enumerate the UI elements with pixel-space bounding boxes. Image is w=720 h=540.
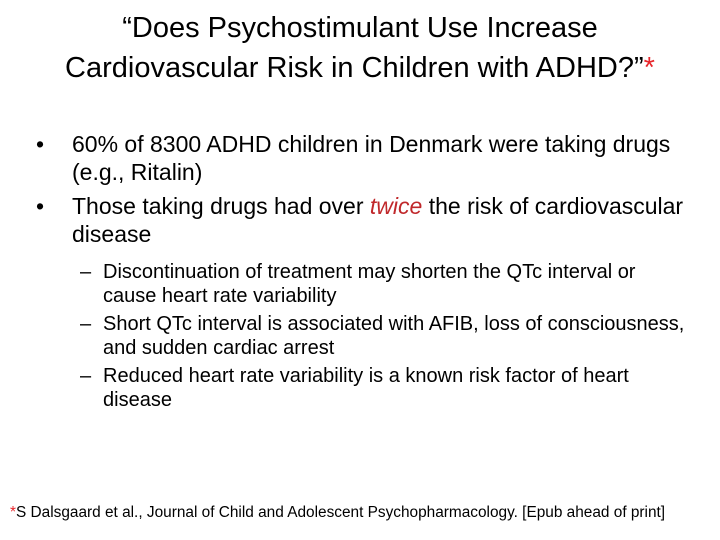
sub-bullet-marker: – [80, 313, 92, 335]
sub-bullet-marker: – [80, 261, 92, 283]
sub-bullet-list [30, 260, 690, 412]
bullet-highlight: twice [369, 193, 423, 219]
title-line-2 [0, 48, 720, 88]
sub-bullet-text: Discontinuation of treatment may shorten the QTc interval or cause heart rate variability [103, 261, 636, 307]
sub-bullet-marker: – [80, 365, 92, 387]
bullet-text-after: the risk of cardiovascular disease [72, 193, 684, 247]
title-asterisk: * [643, 52, 655, 84]
sub-bullet-text: Short QTc interval is associated with AFIB, loss of consciousness, and sudden cardiac arrest [103, 313, 685, 359]
bullet-marker: • [35, 193, 45, 219]
footnote-asterisk: * [10, 504, 16, 521]
bullet-marker: • [35, 131, 45, 157]
sub-bullet-text: Reduced heart rate variability is a known risk factor of heart disease [103, 365, 629, 411]
sub-bullet-item [30, 364, 690, 412]
bullet-list [30, 130, 690, 416]
bullet-item [30, 192, 690, 248]
footnote-citation: S Dalsgaard et al., Journal of Child and Adolescent Psychopharmacology. [Epub ahead of print] [16, 504, 666, 521]
slide-title [0, 8, 720, 88]
bullet-text-before: Those taking drugs had over [72, 193, 370, 219]
sub-bullet-item [30, 260, 690, 308]
title-line-2-text: Cardiovascular Risk in Children with ADHD?” [65, 52, 644, 84]
bullet-item [30, 130, 690, 186]
footnote [10, 503, 720, 523]
title-line-1: “Does Psychostimulant Use Increase [122, 12, 598, 44]
bullet-text: 60% of 8300 ADHD children in Denmark were taking drugs (e.g., Ritalin) [72, 131, 671, 185]
sub-bullet-item [30, 312, 690, 360]
